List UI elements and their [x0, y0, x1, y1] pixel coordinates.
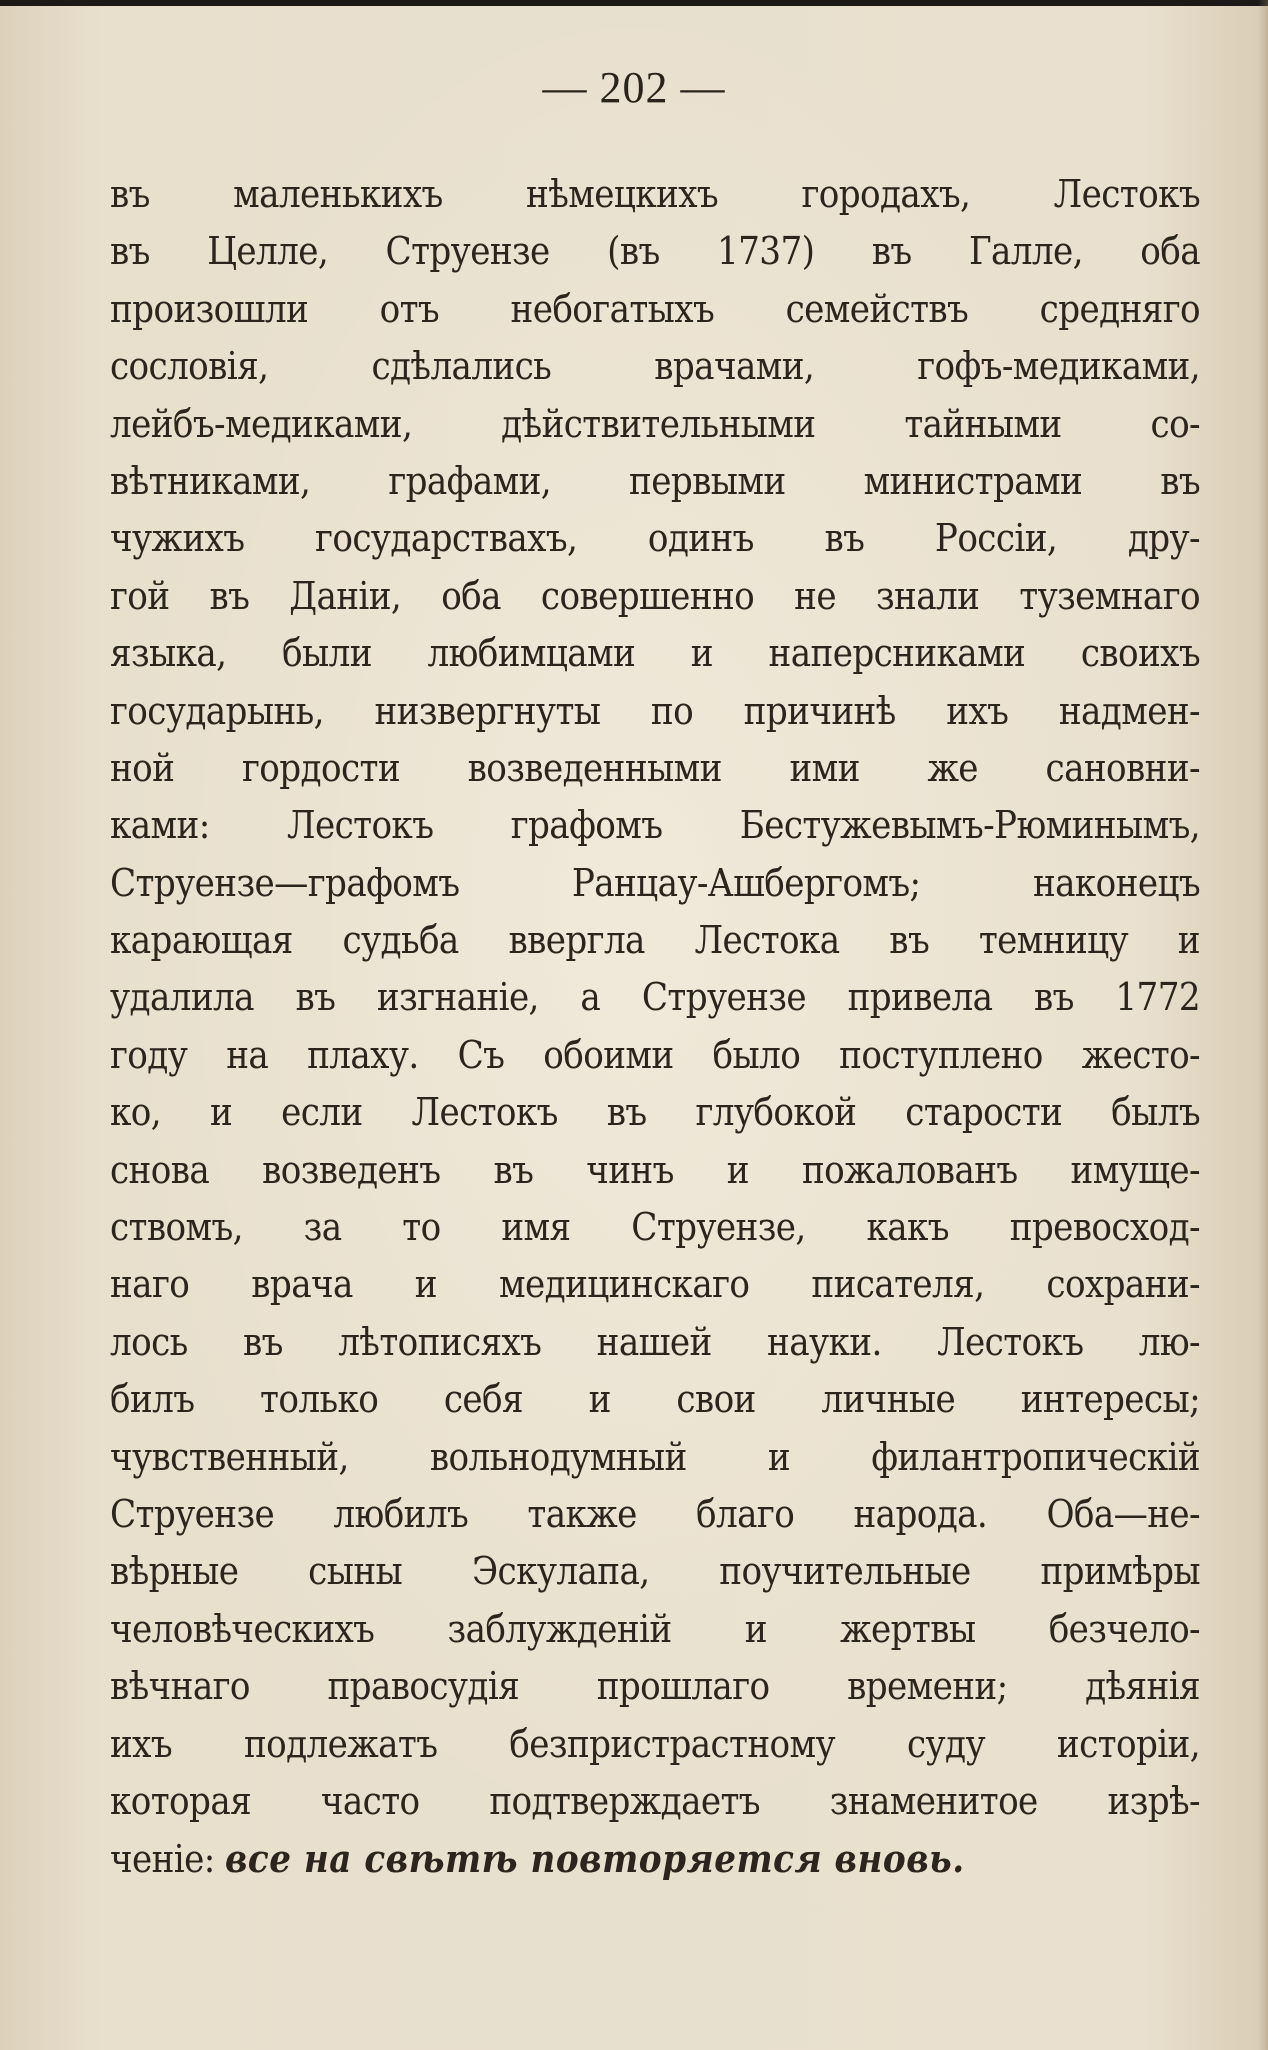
- page-number: — 202 —: [542, 63, 726, 112]
- text-line: человѣческихъ заблужденій и жертвы безчело-: [110, 1606, 1200, 1651]
- text-line: вѣчнаго правосудія прошлаго времени; дѣянія: [110, 1664, 1200, 1709]
- text-line: гой въ Даніи, оба совершенно не знали туземнаго: [110, 573, 1200, 618]
- text-line: въ Целле, Струензе (въ 1737) въ Галле, оба: [110, 229, 1200, 274]
- text-line: ко, и если Лестокъ въ глубокой старости былъ: [110, 1090, 1200, 1135]
- emphasized-proverb: все на свѣтѣ повторяется вновь.: [224, 1836, 965, 1882]
- text-line: снова возведенъ въ чинъ и пожалованъ имуще-: [110, 1147, 1200, 1192]
- text-line: карающая судьба ввергла Лестока въ темницу и: [110, 918, 1200, 963]
- text-line: наго врача и медицинскаго писателя, сохрани-: [110, 1262, 1200, 1307]
- page-right-edge: [1258, 0, 1268, 2050]
- text-line: чужихъ государствахъ, одинъ въ Россіи, дру-: [110, 516, 1200, 561]
- text-line: лейбъ-медиками, дѣйствительными тайными со-: [110, 401, 1200, 446]
- text-line: ками: Лестокъ графомъ Бестужевымъ-Рюминымъ,: [110, 803, 1200, 848]
- text-line: ихъ подлежатъ безпристрастному суду исторіи,: [110, 1721, 1200, 1766]
- text-line: чувственный, вольнодумный и филантропическій: [110, 1434, 1200, 1479]
- text-line: Струензе любилъ также благо народа. Оба—не-: [110, 1491, 1200, 1536]
- text-line: билъ только себя и свои личные интересы;: [110, 1377, 1200, 1422]
- text-line: удалила въ изгнаніе, а Струензе привела въ 1772: [110, 975, 1200, 1020]
- final-text-line: [110, 1830, 1200, 1887]
- text-line: произошли отъ небогатыхъ семействъ средняго: [110, 286, 1200, 331]
- body-text: [110, 166, 1200, 1888]
- text-line: Струензе—графомъ Ранцау-Ашбергомъ; наконецъ: [110, 860, 1200, 905]
- page-top-edge: [0, 0, 1268, 6]
- text-line: ствомъ, за то имя Струензе, какъ превосход-: [110, 1205, 1200, 1250]
- text-line: лось въ лѣтописяхъ нашей науки. Лестокъ лю-: [110, 1319, 1200, 1364]
- text-line: вѣтниками, графами, первыми министрами въ: [110, 458, 1200, 503]
- text-line: сословія, сдѣлались врачами, гофъ-медиками,: [110, 344, 1200, 389]
- text-line: въ маленькихъ нѣмецкихъ городахъ, Лестокъ: [110, 172, 1200, 216]
- text-line: языка, были любимцами и наперсниками своихъ: [110, 631, 1200, 676]
- text-line: которая часто подтверждаетъ знаменитое изрѣ-: [110, 1778, 1200, 1823]
- text-line: ной гордости возведенными ими же сановни-: [110, 745, 1200, 790]
- text-line: государынь, низвергнуты по причинѣ ихъ надмен-: [110, 688, 1200, 733]
- final-line-start: ченіе:: [110, 1837, 225, 1882]
- text-line: году на плаху. Съ обоими было поступлено жесто-: [110, 1032, 1200, 1077]
- text-line: вѣрные сыны Эскулапа, поучительные примѣры: [110, 1549, 1200, 1594]
